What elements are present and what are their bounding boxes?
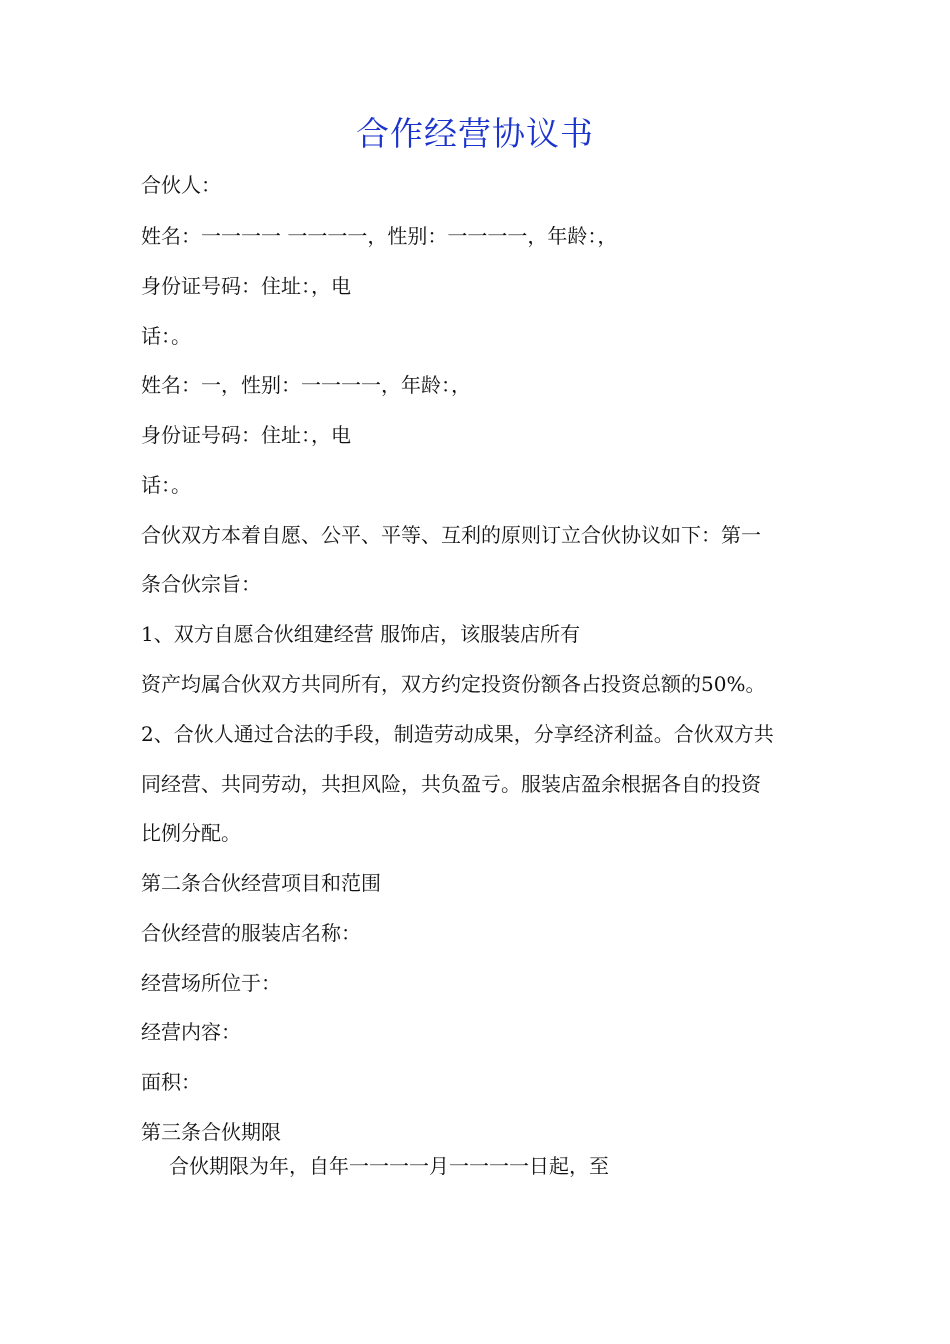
text-line-agreement-intro: 合伙双方本着自愿、公平、平等、互利的原则订立合伙协议如下：第一 <box>141 523 761 547</box>
text-line-partner1-id: 身份证号码：住址：，电 <box>141 274 351 298</box>
text-line-clause2-b: 同经营、共同劳动，共担风险，共负盈亏。服装店盈余根据各自的投资 <box>141 772 761 796</box>
text-line-partner1-name: 姓名：一一一一 一一一一，性别：一一一一，年龄：， <box>141 224 618 248</box>
text-line-partner2-name: 姓名：一，性别：一一一一，年龄：， <box>141 373 471 397</box>
text-line-clause1-a: 1、双方自愿合伙组建经营 服饰店，该服装店所有 <box>141 622 581 646</box>
text-line-shop-location: 经营场所位于： <box>141 971 281 995</box>
text-line-clause2-a: 2、合伙人通过合法的手段，制造劳动成果，分享经济利益。合伙双方共 <box>141 722 774 746</box>
text-line-shop-name: 合伙经营的服装店名称： <box>141 921 361 945</box>
text-line-partner2-id: 身份证号码：住址：，电 <box>141 423 351 447</box>
text-line-term: 合伙期限为年，自年一一一一月一一一一日起，至 <box>169 1154 609 1178</box>
text-line-partners: 合伙人： <box>141 173 221 197</box>
text-line-article2-heading: 第二条合伙经营项目和范围 <box>141 871 381 895</box>
text-line-partner2-phone: 话：。 <box>141 473 191 497</box>
text-line-clause1-b: 资产均属合伙双方共同所有，双方约定投资份额各占投资总额的50%。 <box>141 672 766 696</box>
text-line-area: 面积： <box>141 1070 201 1094</box>
text-line-clause2-c: 比例分配。 <box>141 821 241 845</box>
text-line-article3-heading: 第三条合伙期限 <box>141 1120 281 1144</box>
text-line-article1-heading: 条合伙宗旨： <box>141 572 261 596</box>
text-line-business-content: 经营内容： <box>141 1020 241 1044</box>
document-title: 合作经营协议书 <box>356 114 594 153</box>
text-line-partner1-phone: 话：。 <box>141 324 191 348</box>
